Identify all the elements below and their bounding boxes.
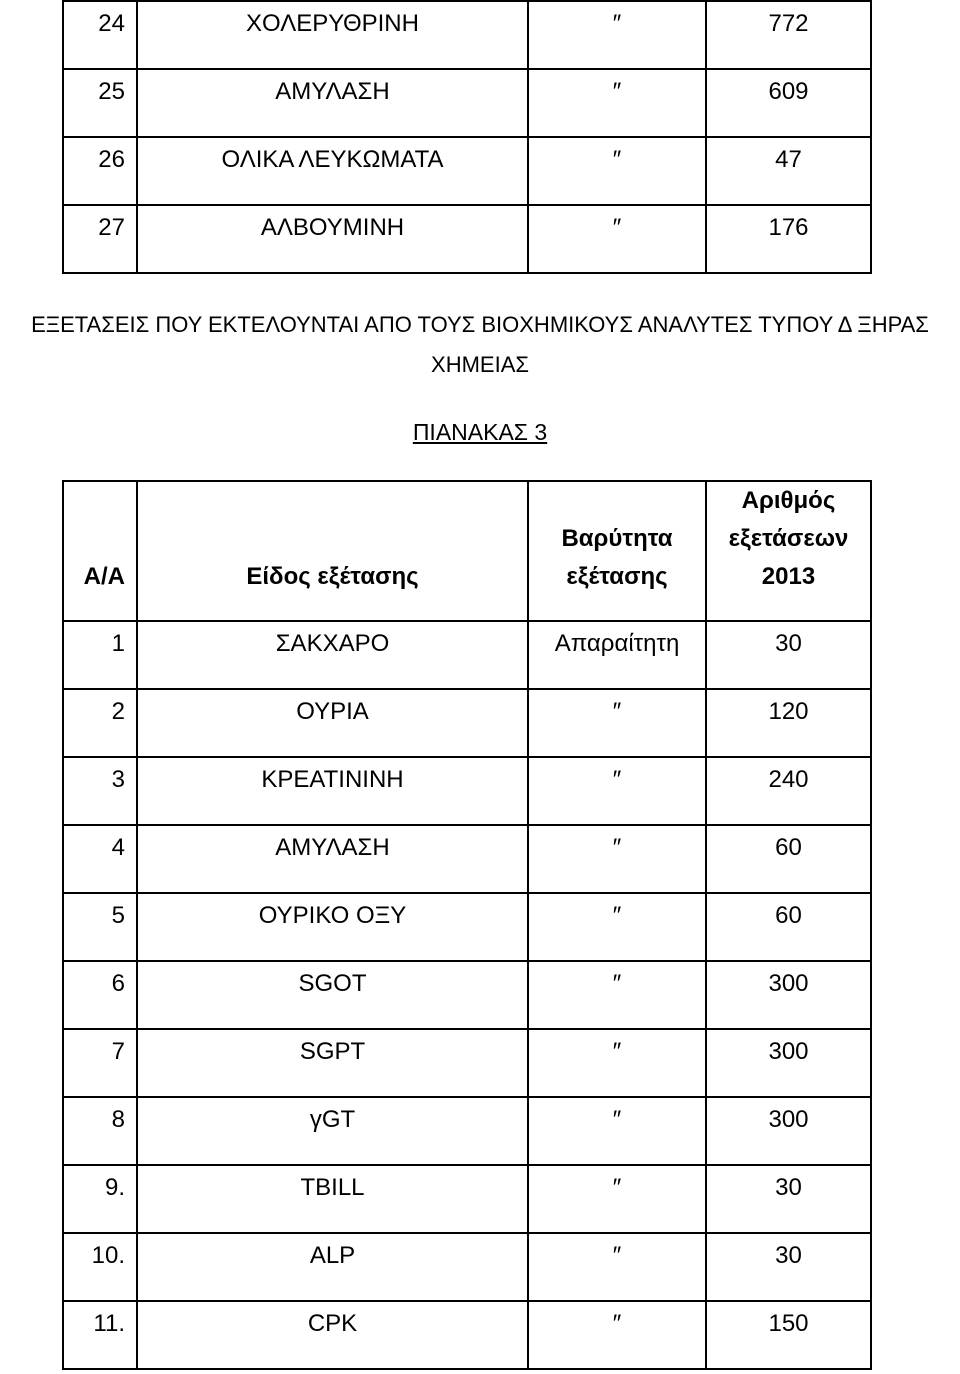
exam-count-cell: 772 <box>707 2 872 70</box>
header-exam-name-label: Είδος εξέτασης <box>246 563 419 590</box>
previous-exams-table <box>62 0 872 274</box>
exam-name-cell: ΑΛΒΟΥΜΙΝΗ <box>138 206 529 274</box>
exam-name-cell: ΚΡΕΑΤΙΝΙΝΗ <box>138 758 529 826</box>
table-row <box>64 1302 872 1370</box>
exam-count-cell: 60 <box>707 894 872 962</box>
exam-weight-cell: ″ <box>529 1098 707 1166</box>
row-number-cell: 9. <box>64 1166 138 1234</box>
exam-count-cell: 176 <box>707 206 872 274</box>
row-number-cell: 25 <box>64 70 138 138</box>
exam-name-cell: ΧΟΛΕΡΥΘΡΙΝΗ <box>138 2 529 70</box>
exam-weight-cell: ″ <box>529 1030 707 1098</box>
exams-table <box>62 480 872 1370</box>
table-row <box>64 758 872 826</box>
row-number-cell: 10. <box>64 1234 138 1302</box>
table-row <box>64 206 872 274</box>
row-number-cell: 4 <box>64 826 138 894</box>
exam-weight-cell: ″ <box>529 826 707 894</box>
exam-count-cell: 300 <box>707 1098 872 1166</box>
exam-count-cell: 30 <box>707 1234 872 1302</box>
exam-name-cell: ΟΥΡΙΚΟ ΟΞΥ <box>138 894 529 962</box>
exam-count-cell: 609 <box>707 70 872 138</box>
exam-name-cell: ΟΥΡΙΑ <box>138 690 529 758</box>
table-header-row <box>64 482 872 622</box>
header-exam-name <box>138 482 529 622</box>
row-number-cell: 26 <box>64 138 138 206</box>
table-row <box>64 1098 872 1166</box>
table-row <box>64 894 872 962</box>
exam-weight-cell: ″ <box>529 758 707 826</box>
header-exam-weight-label: Βαρύτητα εξέτασης <box>561 525 673 590</box>
header-number-label: Α/Α <box>83 563 125 590</box>
exam-weight-cell: ″ <box>529 1302 707 1370</box>
exam-weight-cell: ″ <box>529 1166 707 1234</box>
exam-count-cell: 240 <box>707 758 872 826</box>
table-title-text: ΠΙΑΝΑΚΑΣ 3 <box>412 419 548 445</box>
exam-weight-cell: ″ <box>529 2 707 70</box>
table-row <box>64 622 872 690</box>
table-row <box>64 70 872 138</box>
exam-name-cell: γGT <box>138 1098 529 1166</box>
exam-weight-cell: ″ <box>529 206 707 274</box>
table-row <box>64 1030 872 1098</box>
exam-count-cell: 60 <box>707 826 872 894</box>
table-row <box>64 138 872 206</box>
exam-name-cell: ΑΜΥΛΑΣΗ <box>138 826 529 894</box>
row-number-cell: 1 <box>64 622 138 690</box>
table-row <box>64 2 872 70</box>
exam-count-cell: 150 <box>707 1302 872 1370</box>
table-row <box>64 962 872 1030</box>
exam-name-cell: ΣΑΚΧΑΡΟ <box>138 622 529 690</box>
exam-name-cell: ALP <box>138 1234 529 1302</box>
row-number-cell: 7 <box>64 1030 138 1098</box>
exam-count-cell: 300 <box>707 962 872 1030</box>
exam-weight-cell: ″ <box>529 894 707 962</box>
exam-name-cell: SGPT <box>138 1030 529 1098</box>
table-row <box>64 690 872 758</box>
exam-name-cell: ΟΛΙΚΑ ΛΕΥΚΩΜΑΤΑ <box>138 138 529 206</box>
exam-count-cell: 30 <box>707 1166 872 1234</box>
exam-weight-cell: ″ <box>529 1234 707 1302</box>
header-exam-weight <box>529 482 707 622</box>
row-number-cell: 3 <box>64 758 138 826</box>
exam-name-cell: TBILL <box>138 1166 529 1234</box>
table-row <box>64 1234 872 1302</box>
exam-weight-cell: ″ <box>529 690 707 758</box>
header-number <box>64 482 138 622</box>
row-number-cell: 8 <box>64 1098 138 1166</box>
exam-weight-cell: Απαραίτητη <box>529 622 707 690</box>
row-number-cell: 6 <box>64 962 138 1030</box>
exam-weight-cell: ″ <box>529 70 707 138</box>
row-number-cell: 27 <box>64 206 138 274</box>
exam-weight-cell: ″ <box>529 962 707 1030</box>
exam-count-cell: 47 <box>707 138 872 206</box>
header-exam-count-label: Αριθμός εξετάσεων 2013 <box>728 487 849 590</box>
row-number-cell: 24 <box>64 2 138 70</box>
row-number-cell: 2 <box>64 690 138 758</box>
table-title <box>0 417 960 447</box>
row-number-cell: 11. <box>64 1302 138 1370</box>
exam-weight-cell: ″ <box>529 138 707 206</box>
table-row <box>64 826 872 894</box>
row-number-cell: 5 <box>64 894 138 962</box>
section-heading: ΕΞΕΤΑΣΕΙΣ ΠΟΥ ΕΚΤΕΛΟΥΝΤΑΙ ΑΠΟ ΤΟΥΣ ΒΙΟΧΗΜΙΚΟΥΣ ΑΝΑΛΥΤΕΣ ΤΥΠΟΥ Δ ΞΗΡΑΣ <box>31 312 929 337</box>
section-heading-continuation: ΧΗΜΕΙΑΣ <box>431 352 529 377</box>
exam-name-cell: CPK <box>138 1302 529 1370</box>
exam-count-cell: 300 <box>707 1030 872 1098</box>
header-exam-count <box>707 482 872 622</box>
exam-name-cell: ΑΜΥΛΑΣΗ <box>138 70 529 138</box>
exam-count-cell: 30 <box>707 622 872 690</box>
table-row <box>64 1166 872 1234</box>
exam-count-cell: 120 <box>707 690 872 758</box>
exam-name-cell: SGOT <box>138 962 529 1030</box>
